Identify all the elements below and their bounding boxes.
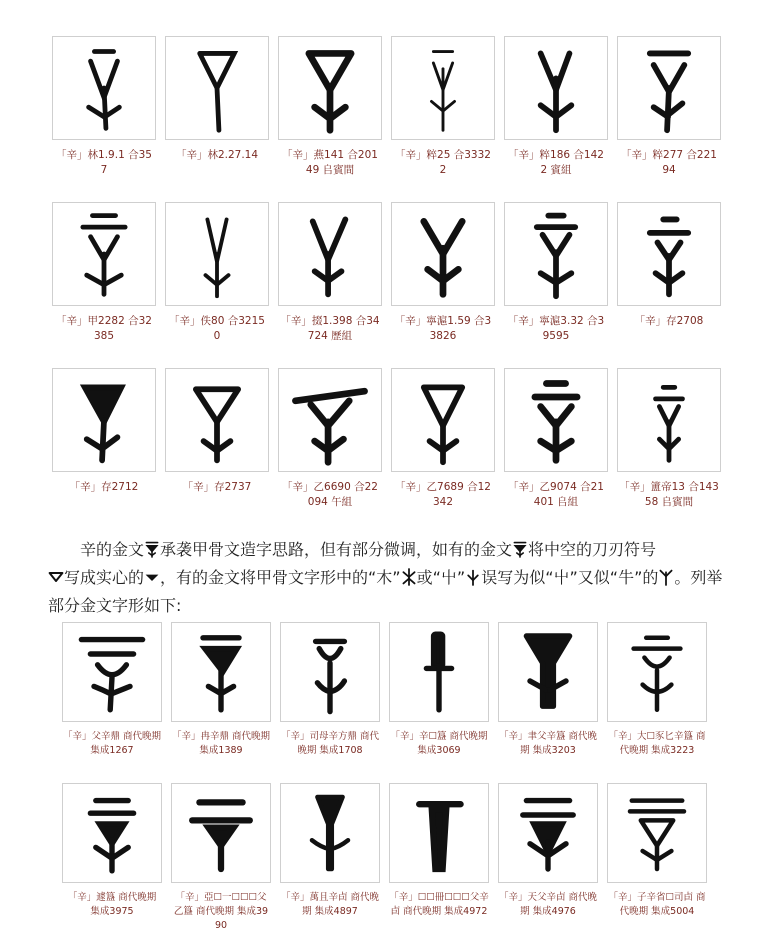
glyph-card (62, 783, 162, 933)
glyph-card (52, 36, 156, 178)
glyph-caption: 「辛」寧滬1.59 合33826 (394, 315, 492, 342)
oracle-grid-row-1 (52, 36, 721, 178)
glyph-card (607, 622, 707, 758)
glyph-caption: 「辛」存2708 (634, 315, 704, 327)
glyph-caption: 「辛」存2712 (69, 481, 139, 493)
glyph-card (498, 783, 598, 933)
glyph-card (391, 368, 495, 510)
glyph-caption: 「辛」父辛鼎 商代晚期 集成1267 (62, 731, 162, 756)
xin-glyph-icon (56, 372, 152, 468)
glyph-caption: 「辛」☐☐冊☐☐☐父辛卣 商代晚期 集成4972 (389, 892, 489, 917)
xin-glyph-icon (395, 372, 491, 468)
xin-glyph-icon (395, 206, 491, 302)
glyph-caption: 「辛」粹186 合1422 賓組 (508, 149, 604, 176)
glyph-card (165, 368, 269, 510)
xin-glyph-icon (508, 372, 604, 468)
glyph-card (504, 36, 608, 178)
xin-glyph-icon (169, 372, 265, 468)
glyph-card (280, 622, 380, 758)
oracle-grid-row-3 (52, 368, 721, 510)
xin-glyph-icon (394, 788, 484, 878)
glyph-card (498, 622, 598, 758)
glyph-card (280, 783, 380, 933)
glyph-card (607, 783, 707, 933)
glyph-caption: 「辛」萬且辛卣 商代晚期 集成4897 (280, 892, 380, 917)
xin-glyph-icon (285, 627, 375, 717)
xin-glyph-icon (56, 206, 152, 302)
glyph-caption: 「辛」遽簋 商代晚期 集成3975 (67, 892, 157, 917)
glyph-caption: 「辛」亞☐一☐☐☐父乙簋 商代晚期 集成3990 (173, 892, 269, 931)
hollow-blade-inline-icon (48, 567, 64, 585)
glyph-caption: 「辛」子辛省☐司卣 商代晚期 集成5004 (608, 892, 706, 917)
description-paragraph: 辛的金文 承袭甲骨文造字思路，但有部分微调，如有的金文 将中空的刀刃符号 写成实心的 ，有的金文将甲骨文字形中的“木” 或“屮” 误写为似“屮”又似“牛”的 。列举部分金文字形如下: (48, 540, 723, 615)
xin-glyph-icon (169, 206, 265, 302)
glyph-card (165, 202, 269, 344)
glyph-card (389, 783, 489, 933)
glyph-card (278, 368, 382, 510)
xin-glyph-icon (395, 40, 491, 136)
glyph-caption: 「辛」司母辛方鼎 商代晚期 集成1708 (280, 731, 380, 756)
che-inline-glyph-icon (465, 567, 481, 585)
glyph-card (52, 202, 156, 344)
glyph-caption: 「辛」林1.9.1 合357 (56, 149, 152, 176)
xin-glyph-icon (285, 788, 375, 878)
xin-glyph-icon (176, 627, 266, 717)
glyph-caption: 「辛」燕141 合20149 𠂤賓間 (282, 149, 378, 176)
glyph-card (52, 368, 156, 510)
xin-glyph-icon (282, 40, 378, 136)
glyph-caption: 「辛」掇1.398 合34724 歷組 (280, 315, 380, 342)
glyph-caption: 「辛」粹277 合22194 (621, 149, 717, 176)
glyph-caption: 「辛」林2.27.14 (175, 149, 259, 161)
glyph-card (504, 368, 608, 510)
glyph-card (278, 36, 382, 178)
glyph-card (389, 622, 489, 758)
xin-glyph-icon (56, 40, 152, 136)
xin-glyph-icon (612, 788, 702, 878)
bronze-grid-row-1 (62, 622, 707, 758)
glyph-caption: 「辛」簠帝13 合14358 𠂤賓間 (619, 481, 719, 508)
xin-glyph-icon (394, 627, 484, 717)
glyph-card (278, 202, 382, 344)
glyph-caption: 「辛」乙9074 合21401 𠂤組 (508, 481, 604, 508)
xin-glyph-icon (169, 40, 265, 136)
xin-glyph-icon (67, 788, 157, 878)
glyph-card (391, 202, 495, 344)
xin-glyph-icon (67, 627, 157, 717)
solid-blade-inline-icon (144, 567, 160, 585)
xin-glyph-icon (176, 788, 266, 878)
xin-glyph-icon (282, 206, 378, 302)
glyph-caption: 「辛」冉辛鼎 商代晚期 集成1389 (171, 731, 271, 756)
glyph-caption: 「辛」寧滬3.32 合39595 (507, 315, 605, 342)
glyph-caption: 「辛」大☐豕匕辛簋 商代晚期 集成3223 (608, 731, 706, 756)
xin-glyph-icon (503, 627, 593, 717)
glyph-card (617, 368, 721, 510)
xin-glyph-icon (503, 788, 593, 878)
glyph-caption: 「辛」甲2282 合32385 (56, 315, 152, 342)
xin-glyph-icon (508, 206, 604, 302)
oracle-grid-row-2 (52, 202, 721, 344)
xin-glyph-icon (282, 372, 378, 468)
bronze-xin-inline-glyph-icon (512, 539, 528, 557)
xin-glyph-icon (508, 40, 604, 136)
glyph-card (165, 36, 269, 178)
glyph-card (171, 783, 271, 933)
glyph-caption: 「辛」粹25 合33322 (395, 149, 491, 176)
glyph-caption: 「辛」乙6690 合22094 午組 (282, 481, 378, 508)
glyph-card (617, 36, 721, 178)
glyph-caption: 「辛」佚80 合32150 (169, 315, 265, 342)
glyph-caption: 「辛」存2737 (182, 481, 252, 493)
glyph-caption: 「辛」乙7689 合12342 (395, 481, 491, 508)
bronze-grid-row-2 (62, 783, 707, 933)
niu-inline-glyph-icon (658, 567, 674, 585)
glyph-caption: 「辛」聿父辛簋 商代晚期 集成3203 (498, 731, 598, 756)
glyph-card (62, 622, 162, 758)
glyph-caption: 「辛」天父辛卣 商代晚期 集成4976 (498, 892, 598, 917)
glyph-card (391, 36, 495, 178)
xin-glyph-icon (621, 206, 717, 302)
xin-glyph-icon (612, 627, 702, 717)
xin-glyph-icon (621, 372, 717, 468)
mu-inline-glyph-icon (401, 567, 417, 585)
glyph-caption: 「辛」辛☐簋 商代晚期 集成3069 (390, 731, 488, 756)
bronze-xin-inline-glyph-icon (144, 539, 160, 557)
glyph-card (617, 202, 721, 344)
xin-glyph-icon (621, 40, 717, 136)
glyph-card (171, 622, 271, 758)
glyph-card (504, 202, 608, 344)
